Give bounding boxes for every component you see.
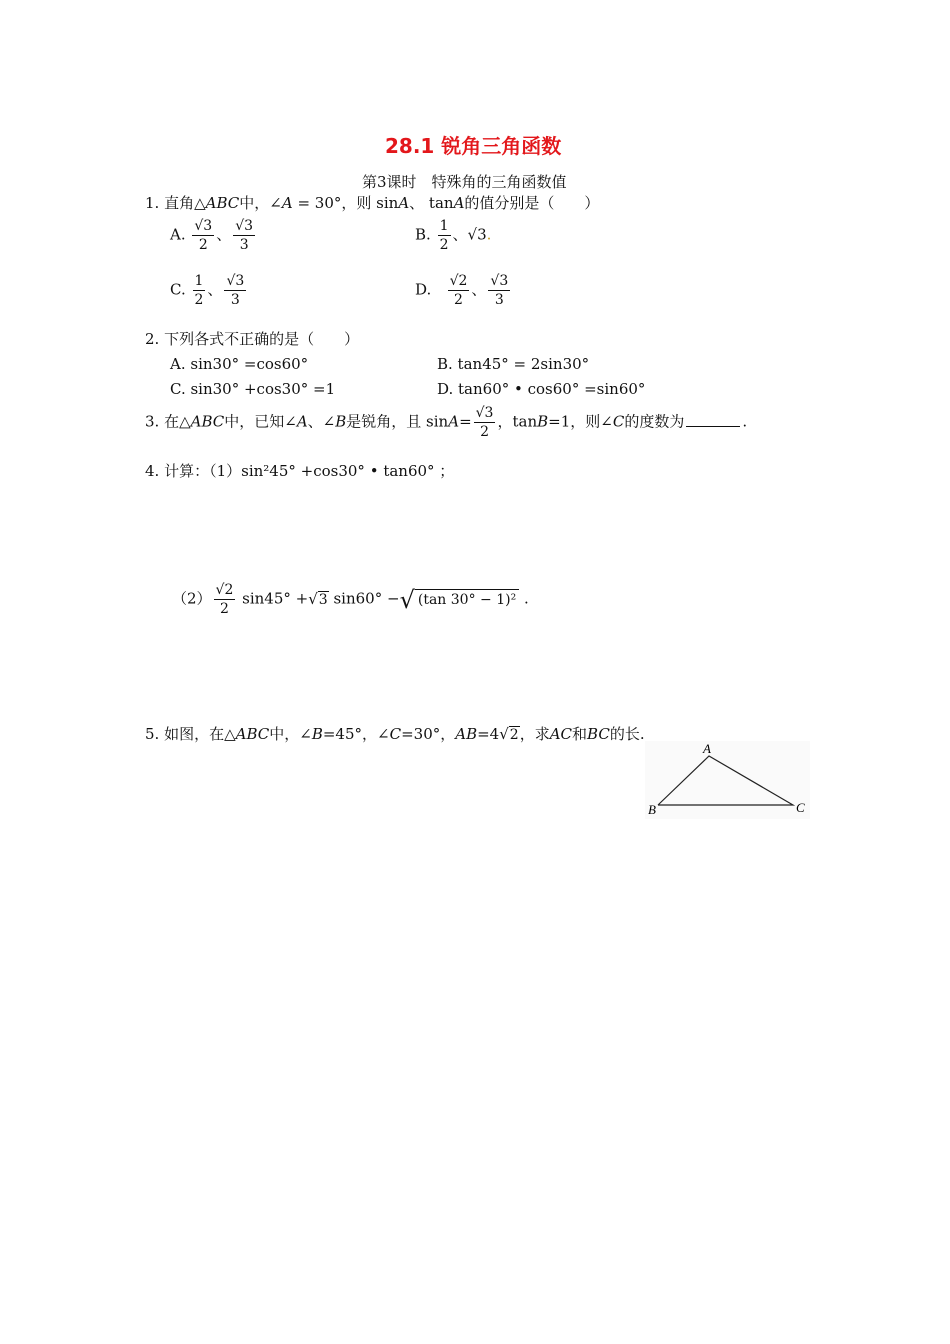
- fraction: $\frac{√3}{2}$: [475, 405, 494, 440]
- radical: √ (tan 30° − 1)²: [400, 591, 520, 609]
- q2-option-a: A. sin30° =cos60°: [170, 355, 309, 373]
- radical: √2: [499, 725, 519, 743]
- question-5: 5. 如图，在△ABC中，∠B=45°，∠C=30°，AB=4√2，求AC和BC的长.: [145, 725, 645, 743]
- question-4-part-2: （2） $\frac{√2}{2}$ sin45° +√3 sin60° −√ (tan 30° − 1)² .: [172, 582, 529, 617]
- fraction: $\frac{√3}{3}$: [490, 273, 509, 308]
- question-1-stem: 1. 直角△ABC中，∠A = 30°，则 sinA、 tanA的值分别是（ ）: [145, 194, 600, 212]
- subtitle: 第3课时 特殊角的三角函数值: [362, 173, 567, 191]
- question-4-part-1: 4. 计算：（1）sin²45° +cos30° • tan60° ；: [145, 462, 455, 480]
- q2-option-b: B. tan45° = 2sin30°: [437, 355, 590, 373]
- fraction: $\frac{1}{2}$: [194, 273, 204, 308]
- answer-blank: [686, 412, 740, 427]
- fraction: $\frac{1}{2}$: [439, 218, 449, 253]
- q1-option-b: B. $\frac{1}{2}$ 、√3.: [415, 218, 492, 253]
- radical: √3: [308, 589, 328, 608]
- q1-option-d: D. $\frac{√2}{2}$ 、 $\frac{√3}{3}$: [415, 273, 509, 308]
- vertex-label-b: B: [648, 802, 656, 817]
- q2-option-d: D. tan60° • cos60° =sin60°: [437, 380, 646, 398]
- question-3: 3. 在△ABC中，已知∠A、∠B是锐角，且 sinA= $\frac{√3}{2}$ ，tanB=1，则∠C的度数为 .: [145, 405, 748, 440]
- fraction: $\frac{√3}{3}$: [235, 218, 254, 253]
- q1-option-a: A. $\frac{√3}{2}$ 、 $\frac{√3}{3}$: [170, 218, 254, 253]
- q2-option-c: C. sin30° +cos30° =1: [170, 380, 336, 398]
- fraction: $\frac{√2}{2}$: [215, 582, 234, 617]
- page-title: 28.1 锐角三角函数: [385, 134, 562, 158]
- fraction: $\frac{√2}{2}$: [449, 273, 468, 308]
- triangle-figure: [640, 738, 815, 823]
- vertex-label-c: C: [796, 800, 805, 815]
- vertex-label-a: A: [703, 741, 711, 756]
- fraction: $\frac{√3}{2}$: [194, 218, 213, 253]
- q1-option-c: C. $\frac{1}{2}$ 、 $\frac{√3}{3}$: [170, 273, 245, 308]
- question-2-stem: 2. 下列各式不正确的是（ ）: [145, 330, 360, 348]
- fraction: $\frac{√3}{3}$: [226, 273, 245, 308]
